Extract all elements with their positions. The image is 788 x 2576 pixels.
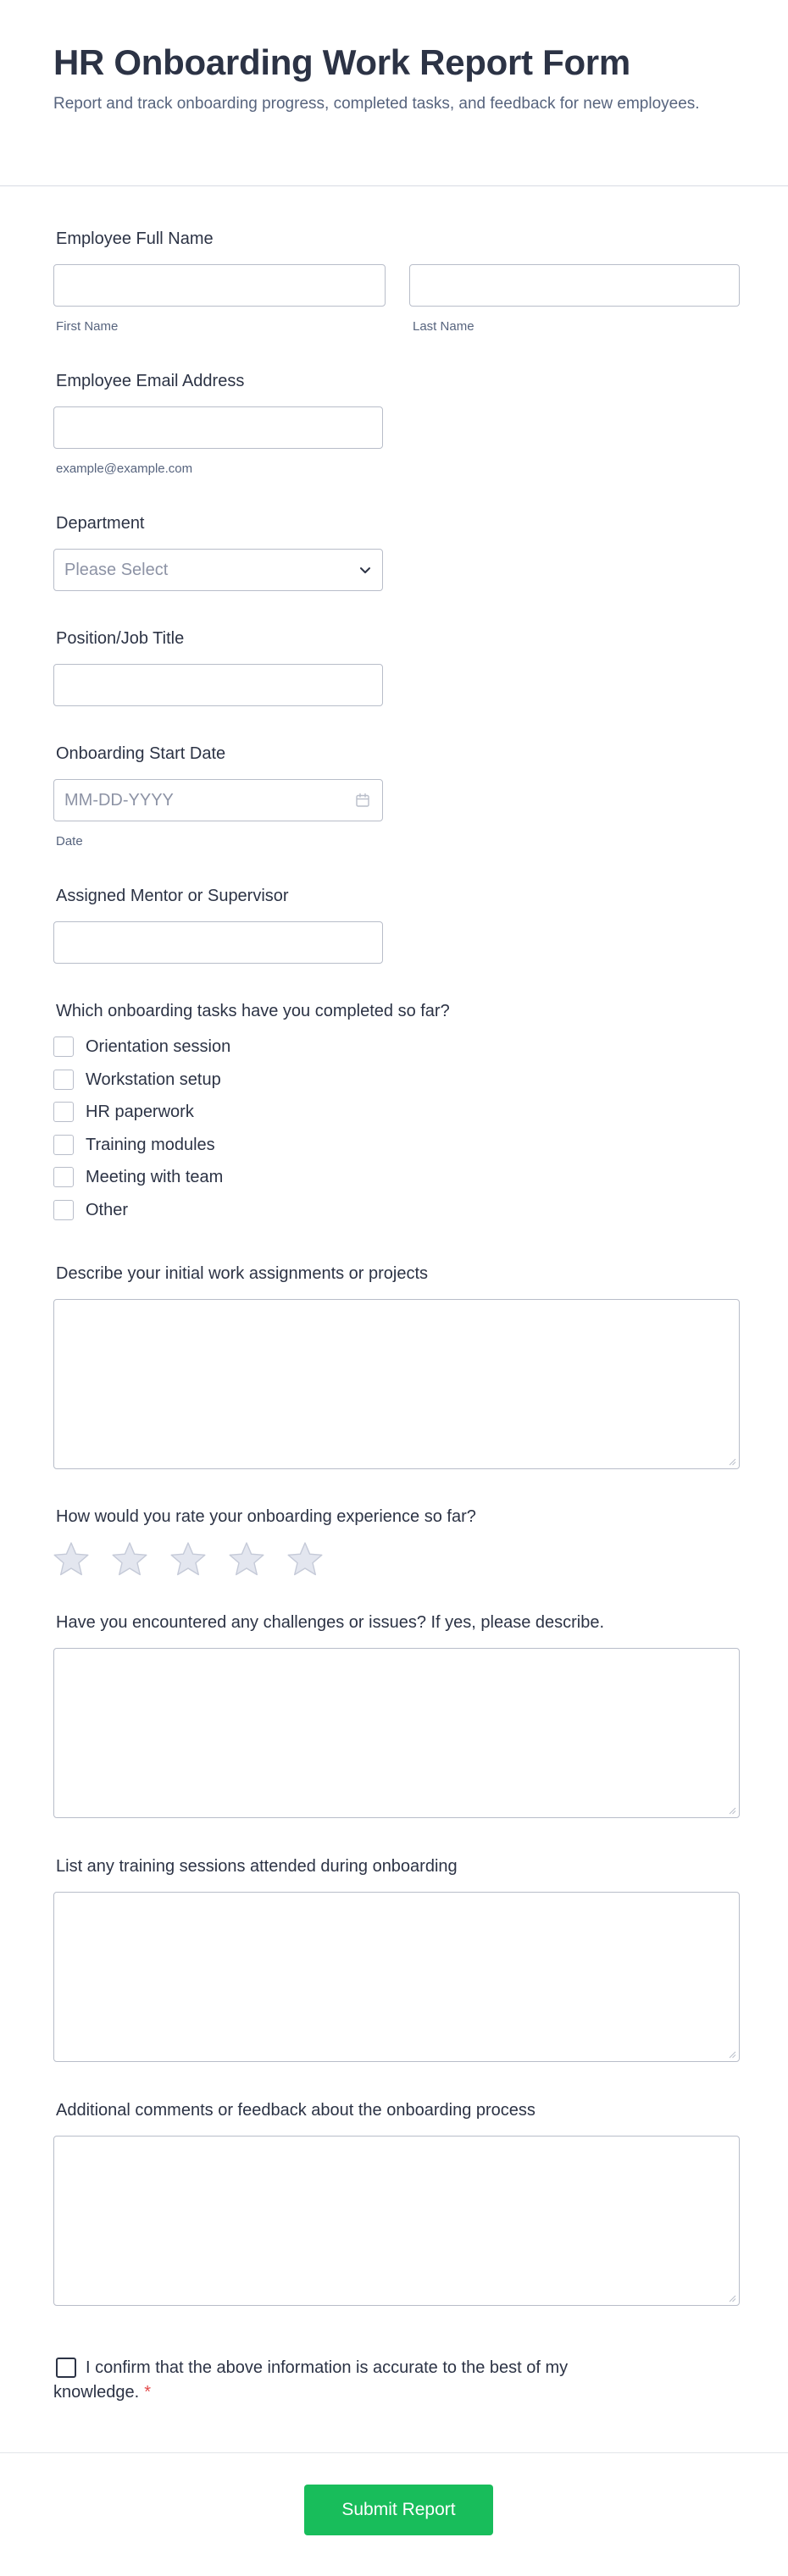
task-checkbox[interactable]: [53, 1135, 74, 1155]
form-title: HR Onboarding Work Report Form: [53, 42, 630, 82]
comments-textarea[interactable]: [53, 2136, 740, 2306]
star-icon[interactable]: [111, 1541, 148, 1577]
comments-label: Additional comments or feedback about the onboarding process: [56, 2101, 536, 2120]
confirm-label: [53, 2356, 663, 2405]
star-icon[interactable]: [169, 1541, 207, 1577]
resize-handle-icon[interactable]: [728, 2294, 736, 2302]
task-option-orientation[interactable]: [53, 1035, 392, 1059]
star-icon[interactable]: [53, 1541, 90, 1577]
training-label: List any training sessions attended during onboarding: [56, 1857, 458, 1876]
mentor-input[interactable]: [53, 921, 383, 964]
task-option-label: Orientation session: [86, 1037, 231, 1056]
training-textarea[interactable]: [53, 1892, 740, 2062]
form-header: [0, 0, 788, 186]
task-option-label: HR paperwork: [86, 1103, 194, 1121]
resize-handle-icon[interactable]: [728, 2050, 736, 2059]
start-date-input[interactable]: [53, 779, 383, 821]
position-label: Position/Job Title: [56, 629, 185, 648]
footer-divider: [0, 2452, 788, 2453]
first-name-input[interactable]: [53, 264, 386, 307]
task-option-workstation[interactable]: [53, 1068, 392, 1092]
start-date-placeholder: MM-DD-YYYY: [64, 791, 174, 810]
position-input[interactable]: [53, 664, 383, 706]
chevron-down-icon: [358, 563, 372, 577]
mentor-label: Assigned Mentor or Supervisor: [56, 887, 289, 905]
last-name-sublabel: Last Name: [413, 319, 474, 334]
start-date-sublabel: Date: [56, 834, 83, 849]
task-checkbox[interactable]: [53, 1102, 74, 1122]
rating-label: How would you rate your onboarding experience so far?: [56, 1507, 476, 1526]
email-input[interactable]: [53, 406, 383, 449]
department-selected-value: Please Select: [64, 561, 169, 579]
task-checkbox[interactable]: [53, 1200, 74, 1220]
department-select[interactable]: [53, 549, 383, 591]
star-icon[interactable]: [228, 1541, 265, 1577]
first-name-sublabel: First Name: [56, 319, 119, 334]
task-option-hr-paperwork[interactable]: [53, 1100, 392, 1124]
submit-report-button[interactable]: Submit Report: [304, 2485, 493, 2535]
challenges-textarea[interactable]: [53, 1648, 740, 1818]
task-option-other[interactable]: [53, 1198, 392, 1222]
task-checkbox[interactable]: [53, 1036, 74, 1057]
resize-handle-icon[interactable]: [728, 1457, 736, 1466]
assignments-textarea[interactable]: [53, 1299, 740, 1469]
full-name-label: Employee Full Name: [56, 229, 214, 248]
confirm-label-text: I confirm that the above information is accurate to the best of my knowledge.: [53, 2358, 569, 2402]
resize-handle-icon[interactable]: [728, 1806, 736, 1815]
email-label: Employee Email Address: [56, 372, 245, 390]
department-label: Department: [56, 514, 145, 533]
task-checkbox[interactable]: [53, 1167, 74, 1187]
task-option-training[interactable]: [53, 1133, 392, 1157]
task-option-label: Other: [86, 1201, 129, 1219]
email-sublabel: example@example.com: [56, 462, 193, 476]
task-option-label: Training modules: [86, 1136, 215, 1154]
task-option-meeting[interactable]: [53, 1165, 392, 1189]
last-name-input[interactable]: [409, 264, 740, 307]
tasks-label: Which onboarding tasks have you completed so far?: [56, 1002, 450, 1020]
star-icon[interactable]: [286, 1541, 324, 1577]
task-option-label: Meeting with team: [86, 1168, 224, 1186]
calendar-icon[interactable]: [355, 793, 370, 808]
challenges-label: Have you encountered any challenges or issues? If yes, please describe.: [56, 1613, 605, 1632]
start-date-label: Onboarding Start Date: [56, 744, 226, 763]
assignments-label: Describe your initial work assignments or projects: [56, 1264, 429, 1283]
form-subtitle: Report and track onboarding progress, completed tasks, and feedback for new employees.: [53, 95, 700, 113]
task-option-label: Workstation setup: [86, 1070, 221, 1089]
required-mark: *: [144, 2383, 151, 2402]
task-checkbox[interactable]: [53, 1070, 74, 1090]
